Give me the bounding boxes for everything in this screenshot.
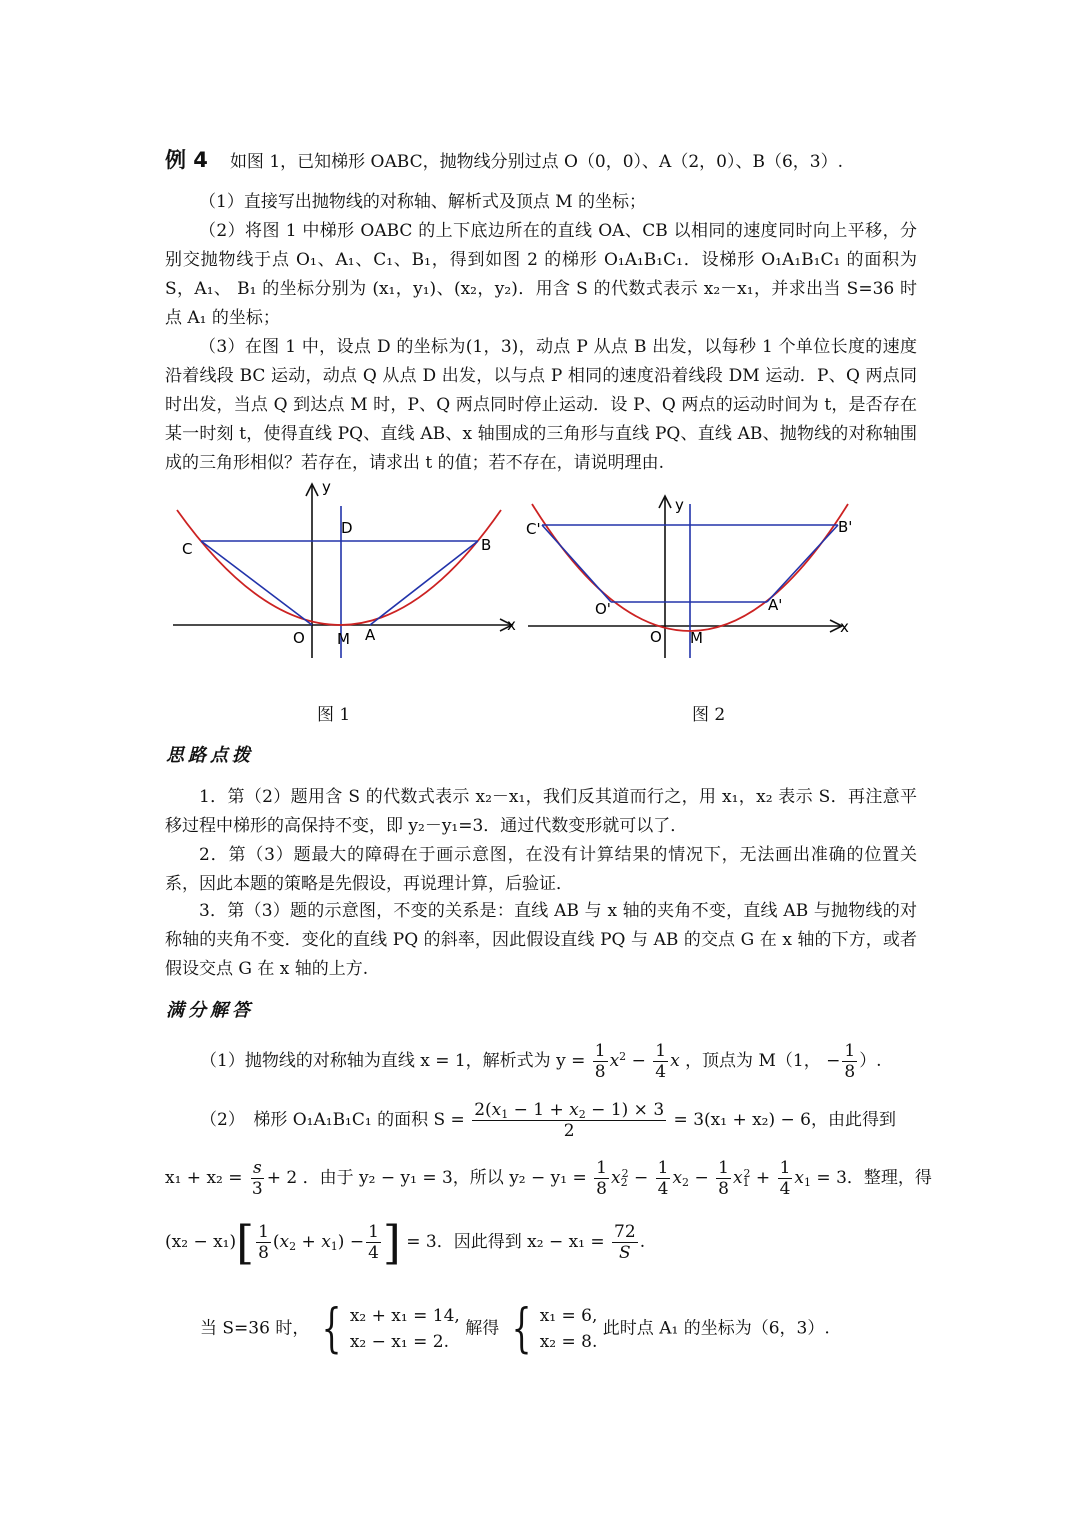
solution-line-3: x₁ + x₂ = $\frac{s}{3}$ + 2 ．由于 y₂ − y₁ = 3，所以 y₂ − y₁ = $\frac{1}{8}$ $x_2^2$ − $\frac{1}{4}$ $x_2$ − $\frac{1}{8}$ $x_1^2$ + $\frac{1}{4}$ $x_1 = 3$．整理，得 — [165, 1158, 932, 1199]
frac-1-4: $\frac{1}{4}$ — [655, 1041, 667, 1082]
s4-text-c: . — [639, 1232, 646, 1252]
s1-text-c: ）. — [859, 1051, 882, 1071]
s3-text-c: = 3．整理，得 — [816, 1168, 932, 1188]
fig2-line-A1B1 — [767, 525, 838, 602]
frac-s-3: $\frac{s}{3}$ — [251, 1158, 263, 1199]
s5-text-mid: 解得 — [465, 1318, 500, 1339]
hint-2: 2．第（3）题最大的障碍在于画示意图，在没有计算结果的情况下，无法画出准确的位置关系，因此本题的策略是先假设，再说理计算，后验证． — [165, 845, 917, 894]
figure-1 — [165, 478, 525, 678]
hint-3: 3．第（3）题的示意图，不变的关系是：直线 AB 与 x 轴的夹角不变，直线 AB 与抛物线的对称轴的夹角不变．变化的直线 PQ 的斜率，因此假设直线 PQ 与 AB 的交点 G 在 x 轴的下方，或者假设交点 G 在 x 轴的上方. — [165, 901, 917, 979]
fig1-label-B: B — [481, 536, 492, 554]
fig1-line-CO — [201, 541, 312, 625]
s3-text-b: ．由于 y₂ − y₁ = 3，所以 y₂ − y₁ = — [302, 1168, 587, 1188]
hint-1: 1．第（2）题用含 S 的代数式表示 x₂－x₁，我们反其道而行之，用 x₁，x₂ 表示 S．再注意平移过程中梯形的高保持不变，即 y₂－y₁=3．通过代数变形就可以了． — [165, 787, 917, 836]
question-2: （2）将图 1 中梯形 OABC 的上下底边所在的直线 OA、CB 以相同的速度同时向上平移，分别交抛物线于点 O₁、A₁、C₁、B₁，得到如图 2 的梯形 O₁A₁B₁C₁．设梯形 O₁A₁B₁C₁ 的面积为 S，A₁、 B₁ 的坐标分别为 (x₁，y₁)、(x₂，y₂)．用含 S 的代数式表示 x₂－x₁，并求出当 S=36 时点 A₁ 的坐标； — [165, 221, 917, 328]
equation-system-1: { x₂ + x₁ = 14, x₂ − x₁ = 2. — [321, 1299, 460, 1359]
s5-text-a: 当 S=36 时， — [200, 1318, 310, 1339]
solution-line-5 — [200, 1299, 830, 1359]
fig1-caption: 图 1 — [317, 705, 351, 725]
equation-system-2: { x₁ = 6, x₂ = 8. — [511, 1299, 598, 1359]
frac-72-S: $\frac{72}{S}$ — [614, 1222, 636, 1263]
problem-intro — [165, 146, 917, 177]
fig1-label-x: x — [507, 616, 516, 634]
solution-line-4: (x₂ − x₁)[ $\frac{1}{8}$ $(x_2 + x_1)$ − $\frac{1}{4}$ ] = 3．因此得到 x₂ − x₁ = $\frac{72}{S}$ . — [165, 1215, 646, 1270]
fig2-label-A1: A' — [768, 596, 783, 614]
solution-title: 满分解答 — [166, 1000, 254, 1021]
frac-area: $\frac{2(x_1 - 1 + x_2 - 1) \times 3}{2}$ — [474, 1100, 665, 1141]
s4-text-a: (x₂ − x₁) — [165, 1232, 237, 1252]
frac-1-8: $\frac{1}{8}$ — [594, 1041, 606, 1082]
s2-text-b: = 3(x₁ + x₂) − 6，由此得到 — [673, 1110, 896, 1130]
question-1: （1）直接写出抛物线的对称轴、解析式及顶点 M 的坐标； — [199, 192, 647, 212]
solution-line-1: （1）抛物线的对称轴为直线 x = 1，解析式为 y = $\frac{1}{8}$ $x^2$ − $\frac{1}{4}$ x ，顶点为 M（1， − $\frac{1}{8}$ ）. — [200, 1041, 882, 1082]
question-3: （3）在图 1 中，设点 D 的坐标为(1，3)，动点 P 从点 B 出发，以每秒 1 个单位长度的速度沿着线段 BC 运动，动点 Q 从点 D 出发，以与点 P 相同的速度沿着线段 DM 运动．P、Q 两点同时出发，当点 Q 到达点 M 时，P、Q 两点同时停止运动．设 P、Q 两点的运动时间为 t，是否存在某一时刻 t，使得直线 PQ、直线 AB、x 轴围成的三角形与直线 PQ、直线 AB、抛物线的对称轴围成的三角形相似？若存在，请求出 t 的值；若不存在，请说明理由. — [165, 337, 917, 473]
fig2-label-x: x — [840, 618, 849, 636]
fig2-caption: 图 2 — [692, 705, 726, 725]
sys1-row1: x₂ + x₁ = 14, — [349, 1306, 460, 1326]
fig2-label-O: O — [650, 628, 662, 646]
intro-text: 如图 1，已知梯形 OABC，抛物线分别过点 O（0，0）、A（2，0）、B（6，3）. — [229, 152, 843, 172]
sys2-row2: x₂ = 8. — [539, 1332, 598, 1352]
s4-text-b: = 3．因此得到 x₂ − x₁ = — [406, 1232, 605, 1252]
fig1-label-C: C — [182, 540, 193, 558]
fig1-label-M: M — [337, 630, 350, 648]
fig2-label-B1: B' — [838, 518, 853, 536]
hints-title: 思路点拨 — [166, 745, 254, 766]
frac-a: $\frac{1}{8}$ — [596, 1158, 607, 1199]
fig2-label-M: M — [690, 629, 703, 647]
fig2-line-C1O1 — [542, 525, 611, 602]
s1-text-a: （1）抛物线的对称轴为直线 x = 1，解析式为 y = — [200, 1051, 586, 1071]
s5-text-end: 此时点 A₁ 的坐标为（6，3）. — [602, 1318, 830, 1339]
fig2-label-y: y — [675, 496, 684, 514]
frac-f: $\frac{1}{4}$ — [368, 1222, 379, 1263]
fig1-line-AB — [370, 541, 478, 625]
sys2-row1: x₁ = 6, — [539, 1306, 598, 1326]
frac-c: $\frac{1}{8}$ — [718, 1158, 729, 1199]
sys1-row2: x₂ − x₁ = 2. — [349, 1332, 449, 1352]
fig1-label-y: y — [322, 478, 331, 496]
fig1-parabola — [177, 510, 501, 625]
s3-text-a: x₁ + x₂ = — [165, 1168, 243, 1188]
solution-line-2 — [200, 1100, 896, 1141]
fig1-label-D: D — [341, 519, 353, 537]
frac-e: $\frac{1}{8}$ — [258, 1222, 269, 1263]
frac-b: $\frac{1}{4}$ — [657, 1158, 669, 1199]
example-title: 例 4 — [165, 148, 208, 172]
frac-1-8-vertex: $\frac{1}{8}$ — [844, 1041, 856, 1082]
s1-text-b: ，顶点为 M（1， — [685, 1051, 821, 1071]
fig1-label-A: A — [365, 626, 376, 644]
figure-2 — [522, 490, 862, 680]
frac-d: $\frac{1}{4}$ — [779, 1158, 791, 1199]
fig1-label-O: O — [293, 629, 305, 647]
fig2-label-O1: O' — [595, 600, 611, 618]
s2-text-a: （2） 梯形 O₁A₁B₁C₁ 的面积 S = — [200, 1110, 465, 1130]
fig2-label-C1: C' — [526, 520, 541, 538]
